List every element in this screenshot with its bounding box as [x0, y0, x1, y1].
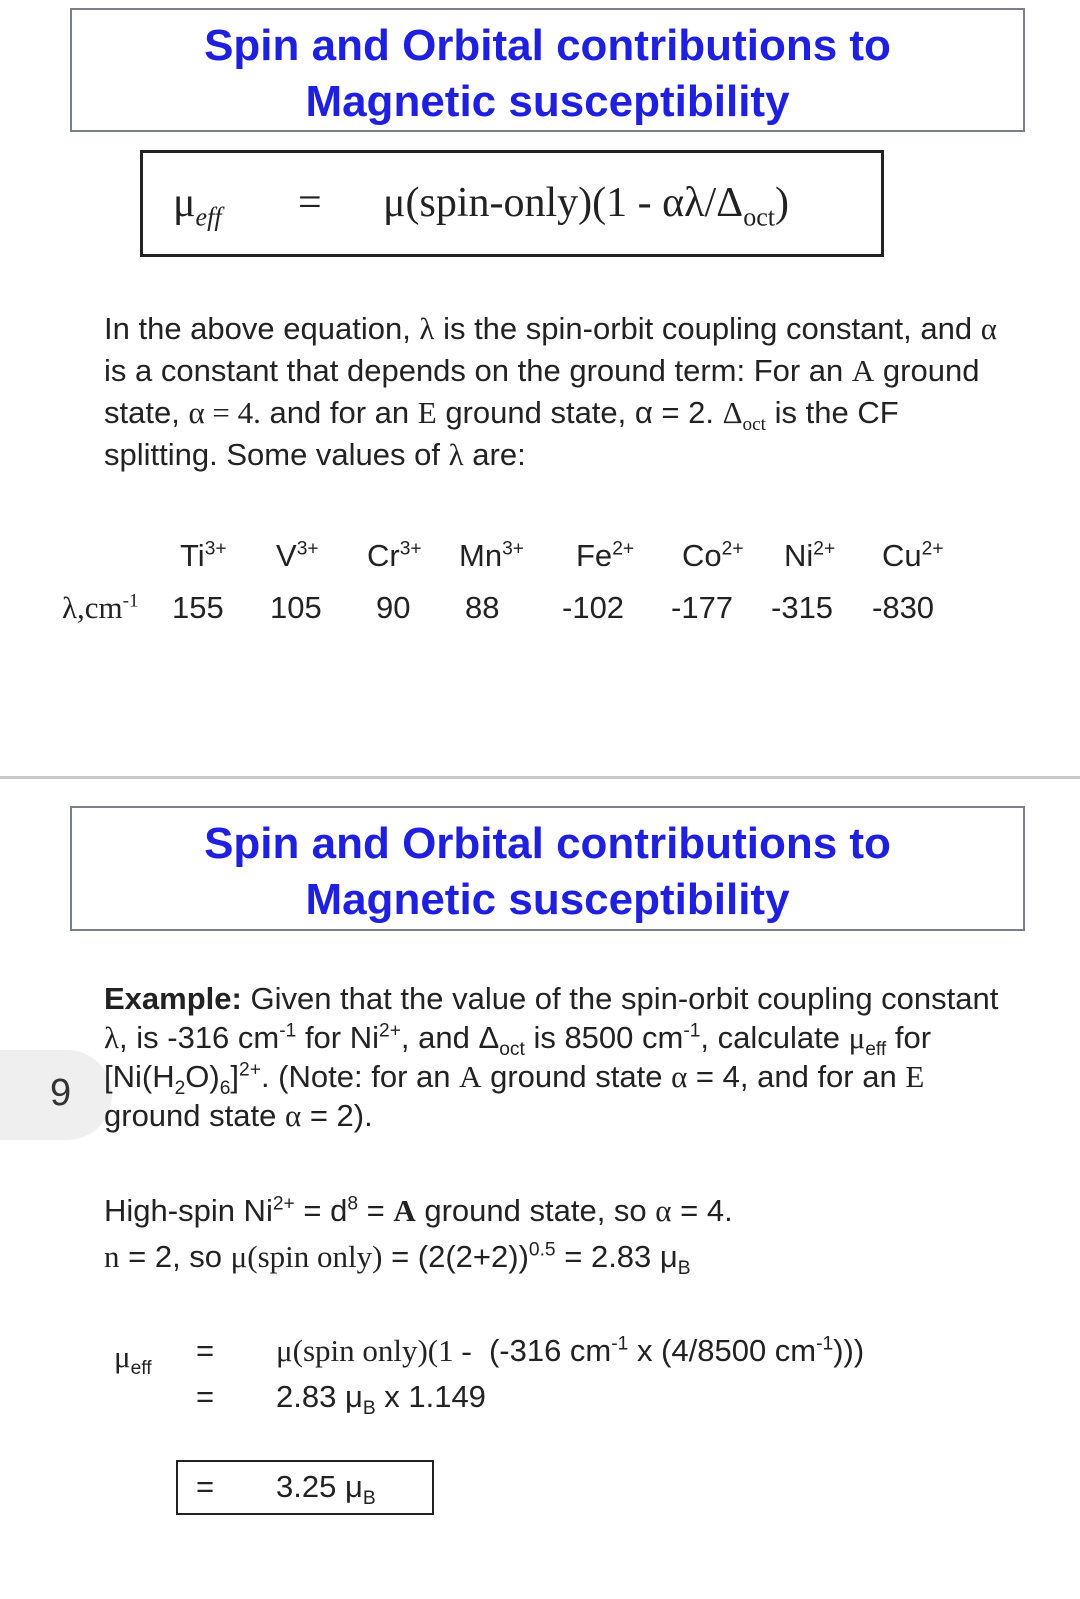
lambda-value: -830	[872, 590, 935, 625]
example-paragraph: Example: Given that the value of the spin-orbit coupling constant λ, is -316 $cm^{-1}$ for $Ni^{2+}$, and $\Delta_{oct}$ is 8500 $cm^{-1}$, calculate $\mu_{eff}$ for $[Ni(H_2O)_6]^{2+}$. (Note: for an A ground state α = 4, and for an E ground state α = 2).	[104, 981, 999, 1133]
equation-equals: =	[298, 180, 322, 226]
high-spin-line: High-spin $Ni^{2+} = d^8 = A$ ground state, so α = 4.	[104, 1193, 733, 1228]
calc-equals-3: =	[196, 1469, 215, 1504]
lambda-value: 88	[465, 590, 500, 625]
slide2-title	[72, 808, 1023, 928]
calc-row-1: μ(spin only)(1 - (-316 $cm^{-1}$ x (4/8500 $cm^{-1}$)))	[276, 1333, 865, 1368]
slide1-equation-box	[140, 150, 884, 257]
lambda-value: 90	[376, 590, 411, 625]
ion-cu: $Cu^{2+}$	[882, 538, 944, 573]
slide1-title	[72, 10, 1023, 130]
calc-equals-2: =	[196, 1379, 215, 1414]
page-number-tab[interactable]	[0, 1050, 112, 1140]
ion-mn: $Mn^{3+}$	[459, 538, 524, 573]
ion-v: $V^{3+}$	[276, 538, 319, 573]
page-number: 9	[50, 1072, 72, 1114]
slide1-explanation: In the above equation, λ is the spin-orbit coupling constant, and α is a constant that depends on the ground term: For an A ground state, α = 4. and for an E ground state, α = 2. $\Delta_{oct}$ is the CF splitting. Some values of λ are:	[104, 311, 997, 472]
slide2-title-box	[70, 806, 1025, 931]
lambda-row-label: $\lambda,cm^{-1}$	[62, 590, 139, 625]
slide2-title-line2: Magnetic susceptibility	[305, 875, 790, 924]
slide2-title-line1: Spin and Orbital contributions to	[204, 819, 891, 868]
equation-rhs: μ(spin-only)(1 - $\alpha\lambda/\Delta_{oct}$)	[383, 180, 789, 232]
ion-header-row	[0, 538, 1080, 578]
spin-only-line: n = 2, so μ(spin only) = $(2(2+2))^{0.5} = 2.83$ $\mu_B$	[104, 1239, 691, 1280]
lambda-value: 105	[270, 590, 322, 625]
slide1-title-line1: Spin and Orbital contributions to	[204, 21, 891, 70]
final-result: 3.25 $\mu_B$	[276, 1469, 376, 1510]
lambda-value: -177	[671, 590, 734, 625]
lambda-value-row	[0, 590, 1080, 630]
lambda-value: -102	[562, 590, 625, 625]
slide1-title-box	[70, 8, 1025, 132]
ion-fe: $Fe^{2+}$	[576, 538, 635, 573]
lambda-value: 155	[172, 590, 224, 625]
mu-eff-symbol: $\mu_{eff}$	[173, 180, 222, 232]
calc-row-2: 2.83 $\mu_B$ x 1.149	[276, 1379, 486, 1420]
ion-ti: $Ti^{3+}$	[180, 538, 227, 573]
calc-equals-1: =	[196, 1333, 215, 1368]
ion-co: $Co^{2+}$	[682, 538, 744, 573]
lambda-value: -315	[771, 590, 834, 625]
result-box	[176, 1460, 434, 1515]
ion-ni: $Ni^{2+}$	[784, 538, 836, 573]
ion-cr: $Cr^{3+}$	[367, 538, 422, 573]
calc-mu-eff: $\mu_{eff}$	[114, 1339, 152, 1380]
slide-divider	[0, 776, 1080, 779]
slide1-title-line2: Magnetic susceptibility	[305, 77, 790, 126]
